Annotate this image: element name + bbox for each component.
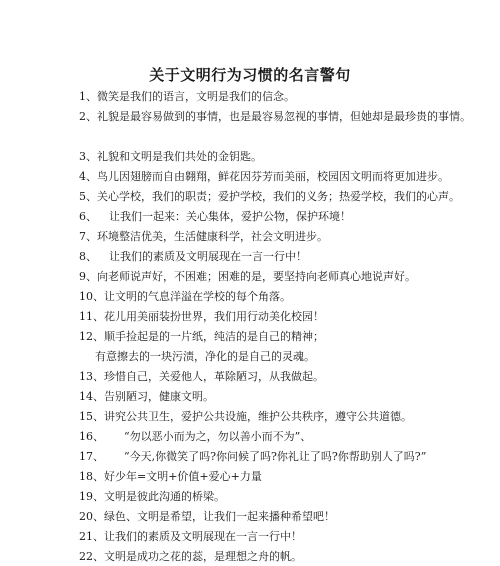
item-number: 21、 [79,530,104,543]
list-item [79,230,494,244]
list-item [79,250,494,264]
list-item [79,150,494,164]
item-text: 向老师说声好，不困难；困难的是，要坚持向老师真心地说声好。 [97,270,416,283]
item-number: 15、 [79,410,104,423]
item-number: 9、 [79,270,97,283]
item-number: 22、 [79,550,104,563]
list-item [79,550,494,564]
item-number: 6、 [79,210,97,223]
list-item [79,410,494,424]
list-item [79,270,494,284]
item-text: 关心学校，我们的职责；爱护学校，我们的义务；热爱学校，我们的心声。 [97,190,460,203]
item-text: 让我们的素质及文明展现在一言一行中！ [109,250,307,263]
item-text: 微笑是我们的语言，文明是我们的信念。 [97,90,295,103]
item-number: 1、 [79,90,97,103]
list-item [79,490,494,504]
item-number: 12、 [79,330,104,343]
item-text: 文明是成功之花的蕊，是理想之舟的帆。 [104,550,302,563]
item-text: 告别陋习，健康文明。 [104,390,214,403]
item-text: 花儿用美丽装扮世界，我们用行动美化校园！ [104,310,324,323]
list-item-continuation [95,350,494,364]
list-item [79,430,494,444]
item-number: 5、 [79,190,97,203]
item-text: 环境整洁优美，生活健康科学，社会文明进步。 [97,230,328,243]
item-text: 讲究公共卫生，爱护公共设施，维护公共秩序，遵守公共道德。 [104,410,412,423]
item-number: 19、 [79,490,104,503]
list-item [79,110,494,124]
list-item [79,310,494,324]
item-number: 13、 [79,370,104,383]
item-text: 鸟儿因翅膀而自由翱翔，鲜花因芬芳而美丽，校园因文明而将更加进步。 [97,170,449,183]
item-number: 8、 [79,250,97,263]
item-text: 好少年=文明+价值+爱心+力量 [104,470,262,483]
item-number: 17、 [79,450,104,463]
list-item [79,390,494,404]
list-item [79,190,494,204]
item-text: 礼貌是最容易做到的事情，也是最容易忽视的事情，但她却是最珍贵的事情。 [97,110,471,123]
list-item [79,330,494,344]
list-item [79,90,494,104]
item-number: 16、 [79,430,104,443]
item-text: “勿以恶小而为之，勿以善小而不为”、 [124,430,312,443]
item-number: 10、 [79,290,104,303]
item-number: 4、 [79,170,97,183]
document-title: 关于文明行为习惯的名言警句 [149,66,351,84]
item-text: 有意擦去的一块污渍，净化的是自己的灵魂。 [95,350,315,363]
list-item [79,470,494,484]
item-number: 14、 [79,390,104,403]
item-number: 20、 [79,510,104,523]
item-text: “今天,你微笑了吗?你问候了吗?你礼让了吗?你帮助别人了吗?” [124,450,427,463]
item-text: 文明是彼此沟通的桥梁。 [104,490,225,503]
item-number: 11、 [79,310,104,323]
list-item [79,530,494,544]
item-text: 珍惜自己，关爱他人，革除陋习，从我做起。 [104,370,324,383]
list-item [79,510,494,524]
list-item [79,170,494,184]
item-text: 绿色、文明是希望，让我们一起来播种希望吧！ [104,510,335,523]
item-text: 顺手捡起是的一片纸，纯洁的是自己的精神； [104,330,324,343]
item-number: 2、 [79,110,97,123]
list-item [79,210,494,224]
item-number: 7、 [79,230,97,243]
item-number: 3、 [79,150,97,163]
item-text: 让我们的素质及文明展现在一言一行中！ [104,530,302,543]
item-text: 让我们一起来：关心集体，爱护公物，保护环境！ [109,210,351,223]
item-text: 让文明的气息洋溢在学校的每个角落。 [104,290,291,303]
list-item [79,450,494,464]
item-number: 18、 [79,470,104,483]
list-item [79,290,494,304]
item-text: 礼貌和文明是我们共处的金钥匙。 [97,150,262,163]
list-item [79,370,494,384]
